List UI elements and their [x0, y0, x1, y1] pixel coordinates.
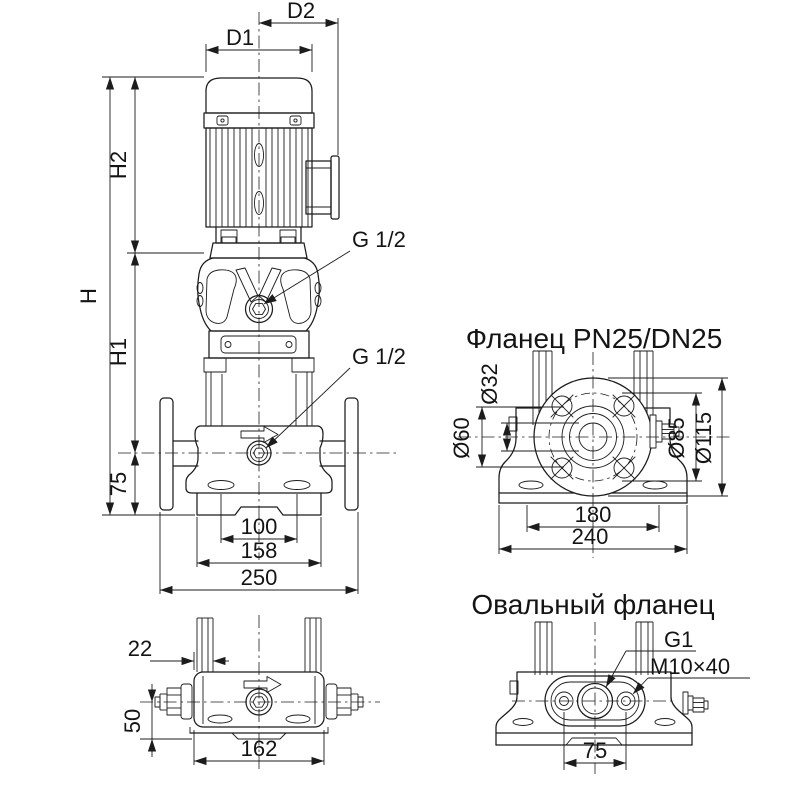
dim-75-vertical: 75: [106, 471, 131, 497]
dim-d115: Ø115: [691, 411, 716, 465]
oval-view-title: Овальный фланец: [471, 589, 715, 620]
dim-250: 250: [240, 565, 278, 590]
dim-162: 162: [240, 736, 278, 761]
dim-d2: D2: [286, 0, 316, 23]
dim-h: H: [76, 288, 101, 304]
oval-side-plug: [683, 692, 708, 714]
motor: [204, 78, 339, 243]
dim-240: 240: [571, 524, 609, 549]
oval-flange-view: [471, 589, 750, 774]
dim-d32: Ø32: [477, 363, 502, 405]
discharge-flange: [345, 398, 358, 510]
dim-d85: Ø85: [664, 417, 689, 459]
dim-50: 50: [120, 708, 145, 734]
main-view: [76, 0, 406, 594]
coupling-window-left: [206, 270, 236, 324]
dim-h2: H2: [106, 150, 131, 180]
dim-180: 180: [574, 502, 612, 527]
top-view-body: [190, 672, 328, 739]
dim-d1: D1: [225, 25, 255, 50]
union-left: [155, 684, 192, 719]
label-g1-port: G1: [664, 627, 694, 652]
main-dimensions: [76, 0, 406, 594]
flange-view: [449, 323, 732, 558]
label-drain-port: G 1/2: [352, 344, 406, 369]
dim-22: 22: [127, 636, 153, 661]
label-bolt-size: M10×40: [650, 654, 731, 679]
top-view-dimensions: [120, 636, 324, 765]
suction-flange: [160, 398, 173, 510]
flow-arrow: [241, 427, 278, 443]
dim-100: 100: [240, 514, 278, 539]
junction-box: [306, 156, 339, 219]
union-right: [326, 684, 363, 719]
dim-75-oval: 75: [582, 738, 608, 763]
oval-pipes: [535, 622, 653, 675]
dim-h1: H1: [106, 337, 131, 367]
top-view: [120, 615, 380, 772]
dim-d60: Ø60: [449, 417, 474, 459]
flange-view-title: Фланец PN25/DN25: [465, 323, 723, 354]
dim-158: 158: [240, 538, 278, 563]
label-vent-port: G 1/2: [352, 227, 406, 252]
nameplate: [221, 336, 296, 353]
